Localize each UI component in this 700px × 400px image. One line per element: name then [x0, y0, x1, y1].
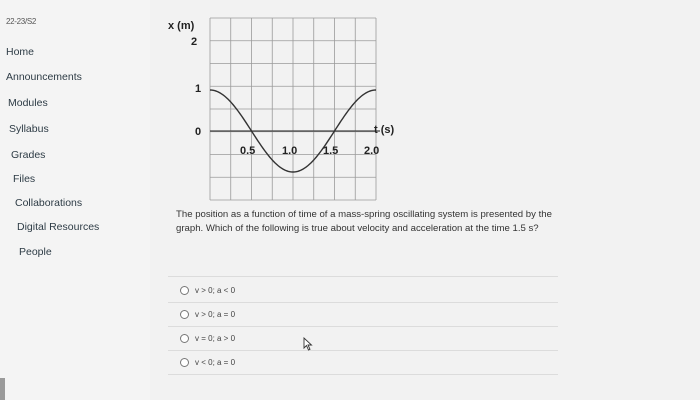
window-edge	[0, 378, 5, 400]
radio-button[interactable]	[180, 334, 189, 343]
divider	[168, 326, 558, 327]
y-axis-label: x (m)	[168, 20, 195, 32]
x-tick-label: 1.5	[323, 145, 339, 157]
sidebar-item-files[interactable]: Files	[13, 173, 36, 185]
radio-button[interactable]	[180, 358, 189, 367]
divider	[168, 276, 558, 277]
divider	[168, 302, 558, 303]
mouse-cursor-icon	[303, 337, 313, 351]
answer-option[interactable]	[180, 358, 235, 367]
sidebar-item-digital-resources[interactable]: Digital Resources	[17, 221, 100, 233]
answer-option-label: v > 0; a < 0	[195, 286, 236, 295]
sidebar-item-collaborations[interactable]: Collaborations	[15, 197, 83, 209]
sidebar-item-announcements[interactable]: Announcements	[6, 71, 82, 83]
x-tick-label: 1.0	[282, 145, 298, 157]
answer-option-label: v > 0; a = 0	[195, 310, 236, 319]
term-label: 22-23/S2	[6, 17, 37, 26]
divider	[168, 350, 558, 351]
sidebar-item-syllabus[interactable]: Syllabus	[9, 123, 49, 135]
answer-option[interactable]	[180, 310, 235, 319]
answer-option[interactable]	[180, 286, 235, 295]
position-time-graph	[160, 10, 420, 205]
graph-canvas	[160, 10, 420, 205]
answer-option-label: v = 0; a > 0	[195, 334, 236, 343]
course-sidebar	[0, 0, 150, 400]
y-tick-label: 2	[191, 36, 198, 48]
x-tick-label: 2.0	[364, 145, 380, 157]
radio-button[interactable]	[180, 286, 189, 295]
question-text: The position as a function of time of a mass-spring oscillating system is presented by the graph. Which of the following is true about velocity and acceleration at the time 1.5 s?	[176, 209, 552, 234]
sidebar-item-modules[interactable]: Modules	[8, 97, 48, 109]
sidebar-item-people[interactable]: People	[19, 246, 52, 258]
radio-button[interactable]	[180, 310, 189, 319]
answer-option-label: v < 0; a = 0	[195, 358, 236, 367]
x-tick-label: 0.5	[240, 145, 256, 157]
x-axis-label: t (s)	[374, 124, 395, 136]
y-tick-label: 0	[195, 126, 202, 138]
y-tick-label: 1	[195, 83, 202, 95]
graph-grid	[210, 18, 380, 200]
sidebar-item-home[interactable]: Home	[6, 46, 35, 58]
divider	[168, 374, 558, 375]
answer-option[interactable]	[180, 334, 235, 343]
sidebar-item-grades[interactable]: Grades	[11, 149, 46, 161]
